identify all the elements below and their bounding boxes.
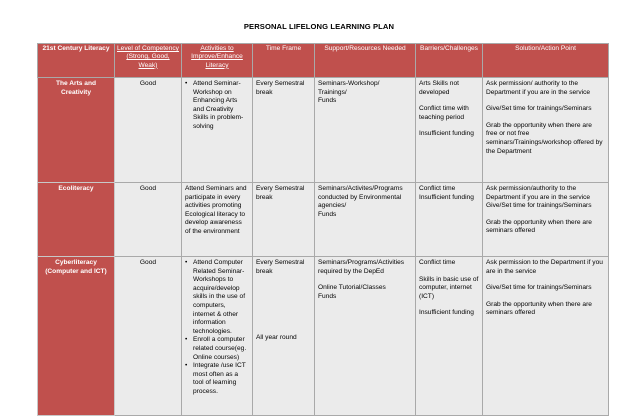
header-support: Support/Resources Needed <box>315 44 416 78</box>
header-activities: Activities to Improve/Enhance Literacy <box>182 44 253 78</box>
table-row <box>38 183 609 257</box>
timeframe-cell: Every Semestral break <box>253 183 315 257</box>
timeframe-cell: Every Semestral break <box>253 78 315 183</box>
barriers-cell: Conflict time Skills in basic use of computer, internet (ICT) Insufficient funding <box>416 257 483 416</box>
timeframe-cell: Every Semestral break All year round <box>253 257 315 416</box>
activities-cell: • Attend Seminar-Workshop on Enhancing Arts and Creativity Skills in problem-solving <box>182 78 253 183</box>
barriers-cell: Conflict time Insufficient funding <box>416 183 483 257</box>
level-cell: Good <box>115 183 182 257</box>
solution-cell: Ask permission/authority to the Department if you are in the service Give/Set time for trainings/Seminars Grab the opportunity when there are seminars offered <box>483 183 609 257</box>
header-level: Level of Competency (Strong, Good, Weak) <box>115 44 182 78</box>
support-cell: Seminars-Workshop/ Trainings/ Funds <box>315 78 416 183</box>
header-timeframe: Time Frame <box>253 44 315 78</box>
activities-cell: • Attend Computer Related Seminar-Workshops to acquire/develop skills in the use of computers, internet & other information technologies. • Enroll a computer related course(eg. Online courses) • Integrate /use ICT most often as a tool of learning process. <box>182 257 253 416</box>
literacy-cell: Cyberliteracy (Computer and ICT) <box>38 257 115 416</box>
header-barriers: Barriers/Challenges <box>416 44 483 78</box>
activities-cell: Attend Seminars and participate in every activities promoting Ecological literacy to develop awareness of the environment <box>182 183 253 257</box>
header-literacy: 21st Century Literacy <box>38 44 115 78</box>
level-cell: Good <box>115 257 182 416</box>
bullet-icon: • <box>185 259 188 266</box>
bullet-icon: • <box>185 336 188 344</box>
plan-table <box>37 43 609 416</box>
solution-cell: Ask permission/ authority to the Department if you are in the service Give/Set time for trainings/Seminars Grab the opportunity when there are free or not free seminars/Trainings/workshop offered by the Department <box>483 78 609 183</box>
support-cell: Seminars/Activites/Programs conducted by Environmental agencies/ Funds <box>315 183 416 257</box>
level-cell: Good <box>115 78 182 183</box>
bullet-icon: • <box>185 362 188 370</box>
support-cell: Seminars/Programs/Activities required by the DepEd Online Tutorial/Classes Funds <box>315 257 416 416</box>
barriers-cell: Arts Skills not developed Conflict time with teaching period Insufficient funding <box>416 78 483 183</box>
literacy-cell: The Arts and Creativity <box>38 78 115 183</box>
document-title: PERSONAL LIFELONG LEARNING PLAN <box>243 22 395 31</box>
table-row <box>38 257 609 416</box>
solution-cell: Ask permission to the Department if you are in the service Give/Set time for trainings/Seminars Grab the opportunity when there are seminars offered <box>483 257 609 416</box>
header-solution: Solution/Action Point <box>483 44 609 78</box>
table-header-row <box>38 44 609 78</box>
literacy-cell: Ecoliteracy <box>38 183 115 257</box>
bullet-icon: • <box>185 80 188 87</box>
table-row <box>38 78 609 183</box>
